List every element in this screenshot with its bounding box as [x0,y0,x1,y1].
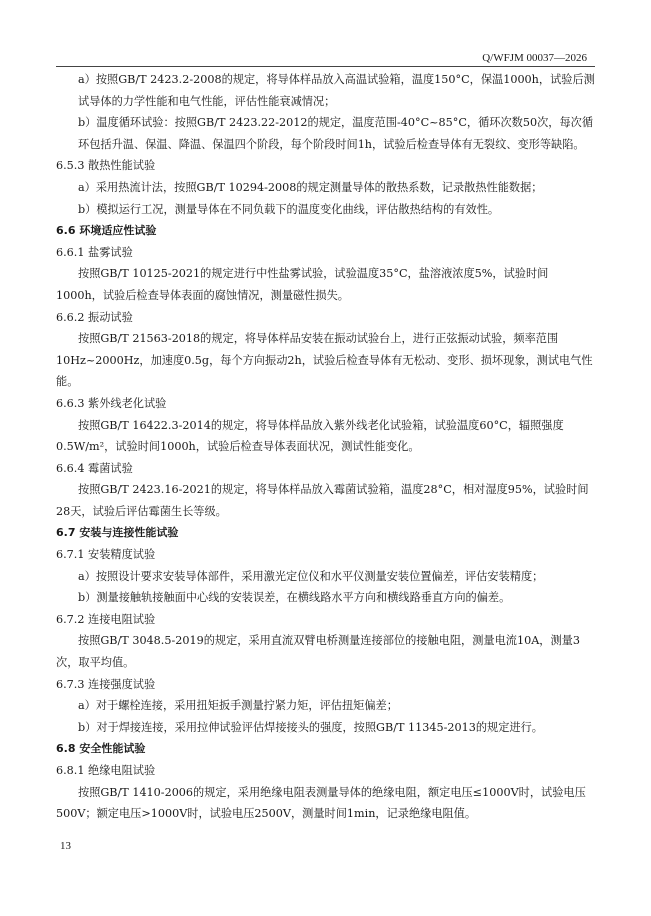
list-item: a）对于螺栓连接，采用扭矩扳手测量拧紧力矩，评估扭矩偏差； [78,699,398,713]
subsection-heading: 6.6.1 盐雾试验 [56,245,133,259]
subsection-heading: 6.7.3 连接强度试验 [56,677,156,691]
subsection-heading: 6.8.1 绝缘电阻试验 [56,764,156,777]
section-heading: 6.6 环境适应性试验 [56,224,157,238]
document-body [56,69,595,825]
paragraph: 按照GB/T 3048.5-2019的规定，采用直流双臂电桥测量连接部位的接触电阻，测量电流10A，测量3次，取平均值。 [56,634,580,670]
list-item: b）温度循环试验：按照GB/T 2423.22-2012的规定，温度范围-40°C~85°C，循环次数50次，每次循环包括升温、保温、降温、保温四个阶段，每个阶段时间1h，试验后检查导体有无裂纹、变形等缺陷。 [78,116,594,151]
paragraph: 按照GB/T 21563-2018的规定，将导体样品安装在振动试验台上，进行正弦振动试验，频率范围10Hz~2000Hz，加速度0.5g，每个方向振动2h，试验后检查导体有无松动、变形、损坏现象，测试电气性能。 [56,332,593,389]
list-item: b）对于焊接连接，采用拉伸试验评估焊接接头的强度，按照GB/T 11345-2013的规定进行。 [78,720,543,734]
list-item: a）采用热流计法，按照GB/T 10294-2008的规定测量导体的散热系数，记录散热性能数据； [78,180,543,194]
subsection-heading: 6.6.3 紫外线老化试验 [56,396,167,410]
list-item: b）模拟运行工况，测量导体在不同负载下的温度变化曲线，评估散热结构的有效性。 [78,202,500,216]
section-heading: 6.8 安全性能试验 [56,742,146,756]
paragraph: 按照GB/T 1410-2006的规定，采用绝缘电阻表测量导体的绝缘电阻，额定电压≤1000V时，试验电压500V；额定电压>1000V时，试验电压2500V，测量时间1min，记录绝缘电阻值。 [56,785,586,821]
subsection-heading: 6.6.2 振动试验 [56,310,133,324]
section-heading: 6.7 安装与连接性能试验 [56,526,179,540]
list-item: b）测量接触轨接触面中心线的安装误差，在横线路水平方向和横线路垂直方向的偏差。 [78,591,511,605]
paragraph: 按照GB/T 10125-2021的规定进行中性盐雾试验，试验温度35°C，盐溶液浓度5%，试验时间1000h，试验后检查导体表面的腐蚀情况，测量磁性损失。 [56,267,549,302]
document-code: Q/WFJM 00037—2026 [482,52,587,64]
paragraph: 按照GB/T 16422.3-2014的规定，将导体样品放入紫外线老化试验箱，试验温度60°C，辐照强度0.5W/m²，试验时间1000h，试验后检查导体表面状况，测试性能变化。 [56,418,564,454]
subsection-heading: 6.7.1 安装精度试验 [56,548,156,562]
paragraph: 按照GB/T 2423.16-2021的规定，将导体样品放入霉菌试验箱，温度28°C，相对湿度95%，试验时间28天，试验后评估霉菌生长等级。 [56,483,589,518]
list-item: a）按照设计要求安装导体部件，采用激光定位仪和水平仪测量安装位置偏差，评估安装精度； [78,569,544,583]
header-rule [56,66,595,67]
subsection-heading: 6.7.2 连接电阻试验 [56,612,156,626]
subsection-heading: 6.6.4 霉菌试验 [56,461,133,475]
page-number: 13 [60,840,71,852]
list-item: a）按照GB/T 2423.2-2008的规定，将导体样品放入高温试验箱，温度150°C，保温1000h，试验后测试导体的力学性能和电气性能，评估性能衰减情况； [78,73,595,108]
subsection-heading: 6.5.3 散热性能试验 [56,159,156,173]
